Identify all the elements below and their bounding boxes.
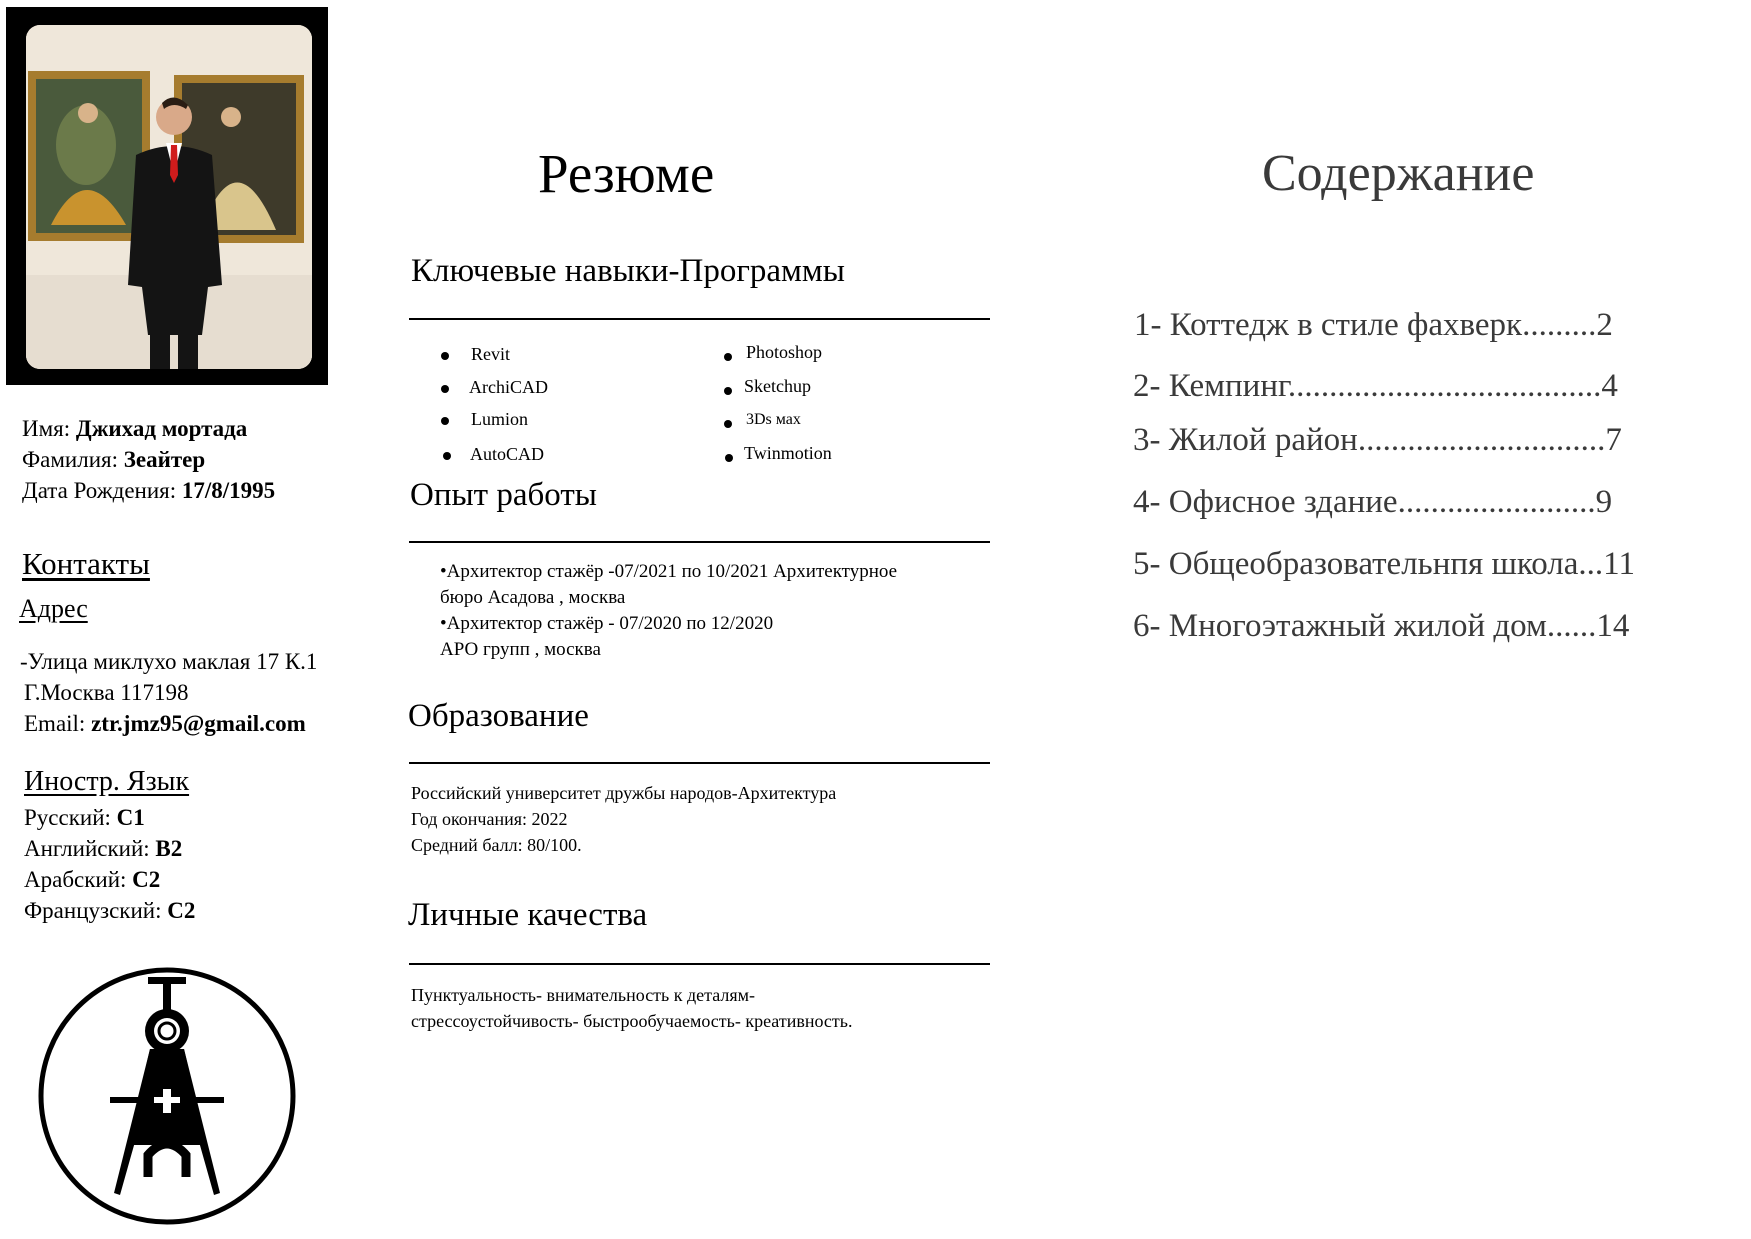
education-heading: Образование <box>408 698 589 734</box>
skill-item: Sketchup <box>744 376 811 396</box>
language-item: Французский: C2 <box>24 898 196 923</box>
toc-item: 1- Коттедж в стиле фахверк.........2 <box>1134 307 1613 343</box>
language-item: Русский: C1 <box>24 805 145 830</box>
name-value: Джихад мортада <box>75 416 248 441</box>
toc-item: 5- Общеобразовательнпя школа...11 <box>1133 546 1635 582</box>
skills-heading: Ключевые навыки-Программы <box>411 253 845 289</box>
bullet-icon <box>441 352 449 360</box>
bullet-icon <box>441 385 449 393</box>
toc-title: Содержание <box>1262 145 1535 202</box>
street-line: -Улица миклухо маклая 17 К.1 <box>20 649 318 674</box>
languages-heading: Иностр. Язык <box>24 766 190 797</box>
experience-line: бюро Асадова , москва <box>440 587 626 608</box>
name-line: Имя: Джихад мортада <box>22 416 248 441</box>
education-line: Российский университет дружбы народов-Архитектура <box>411 783 837 803</box>
dob-value: 17/8/1995 <box>181 478 276 503</box>
skill-item: Revit <box>471 344 510 364</box>
skill-item: AutoCAD <box>470 444 545 464</box>
languages-list <box>24 802 195 926</box>
bullet-icon <box>724 420 732 428</box>
toc-item: 6- Многоэтажный жилой дом......14 <box>1133 608 1630 644</box>
qualities-line: стрессоустойчивость- быстрообучаемость- креативность. <box>411 1011 853 1031</box>
city-line: Г.Москва 117198 <box>24 680 189 705</box>
language-item: Английский: B2 <box>24 836 183 861</box>
toc-item: 2- Кемпинг......................................4 <box>1133 368 1618 404</box>
email-line: Email: ztr.jmz95@gmail.com <box>24 711 306 736</box>
skill-item: Twinmotion <box>744 443 832 463</box>
toc-item: 3- Жилой район..............................7 <box>1133 422 1622 458</box>
education-line: Год окончания: 2022 <box>411 809 568 829</box>
dob-line: Дата Рождения: 17/8/1995 <box>22 478 276 503</box>
language-item: Арабский: C2 <box>24 867 161 892</box>
qualities-line: Пунктуальность- внимательность к деталям- <box>411 985 756 1005</box>
portrait-photo <box>6 7 328 385</box>
experience-heading: Опыт работы <box>410 477 597 513</box>
skills-divider <box>409 318 990 320</box>
bullet-icon <box>443 452 451 460</box>
contacts-heading: Контакты <box>22 546 150 581</box>
bullet-icon <box>725 454 733 462</box>
experience-list <box>440 559 897 663</box>
bullet-icon <box>441 417 449 425</box>
experience-line: •Архитектор стажёр -07/2021 по 10/2021 Архитектурное <box>440 561 898 582</box>
qualities-text <box>411 982 852 1034</box>
experience-line: •Архитектор стажёр - 07/2020 по 12/2020 <box>440 613 774 634</box>
address-block <box>20 646 317 739</box>
qualities-divider <box>409 963 990 965</box>
skill-item: Photoshop <box>746 342 823 362</box>
education-divider <box>409 762 990 764</box>
skill-item: Lumion <box>471 409 528 429</box>
personal-info <box>22 413 275 506</box>
education-line: Средний балл: 80/100. <box>411 835 582 855</box>
experience-divider <box>409 541 990 543</box>
surname-line: Фамилия: Зеайтер <box>22 447 206 472</box>
resume-title: Резюме <box>538 143 715 204</box>
toc-item: 4- Офисное здание........................9 <box>1133 484 1613 520</box>
bullet-icon <box>724 353 732 361</box>
qualities-heading: Личные качества <box>408 897 648 933</box>
skill-item: ArchiCAD <box>469 377 548 397</box>
bullet-icon <box>724 387 732 395</box>
email-value: ztr.jmz95@gmail.com <box>91 711 306 736</box>
education-list <box>411 780 836 858</box>
surname-value: Зеайтер <box>123 447 206 472</box>
experience-line: АРО групп , москва <box>440 639 601 660</box>
compass-logo-icon <box>36 965 298 1227</box>
skill-item: 3Ds мах <box>746 411 801 428</box>
address-heading: Адрес <box>19 594 88 623</box>
